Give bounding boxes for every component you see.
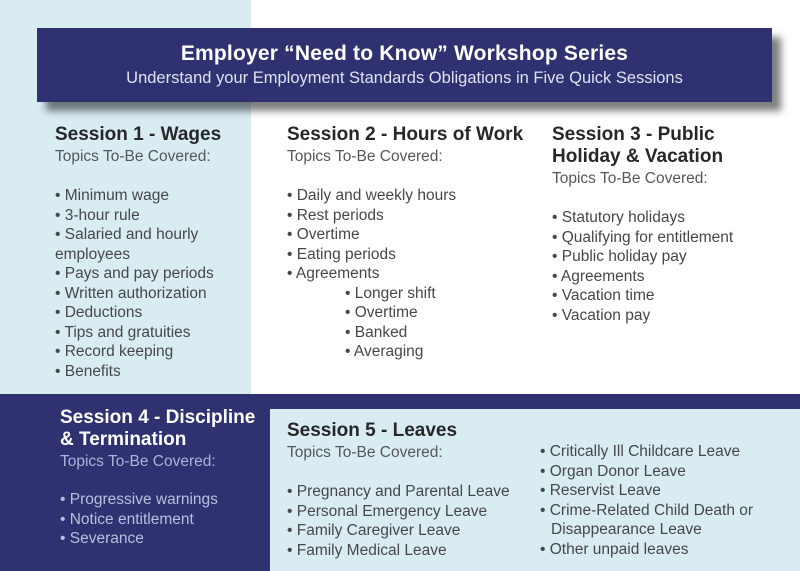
session-4-title: Session 4 - Discipline & Termination xyxy=(60,407,256,450)
session-4-topics-label: Topics To-Be Covered: xyxy=(60,453,216,470)
session-5-topics-label: Topics To-Be Covered: xyxy=(287,444,443,461)
sub-bullet-item: • Banked xyxy=(345,323,542,343)
session-2-title: Session 2 - Hours of Work xyxy=(287,124,524,145)
bullet-item: • Critically Ill Childcare Leave xyxy=(540,442,792,462)
session-1-title: Session 1 - Wages xyxy=(55,124,222,145)
bullet-item: • Deductions xyxy=(55,303,255,323)
session-4-bullet-list xyxy=(60,490,268,549)
session-2-topics-label: Topics To-Be Covered: xyxy=(287,148,443,165)
bullet-item: • Notice entitlement xyxy=(60,510,268,530)
bullet-item: • Eating periods xyxy=(287,245,542,265)
bullet-item: • Qualifying for entitlement xyxy=(552,228,797,248)
bullet-item: • Progressive warnings xyxy=(60,490,268,510)
session-1-topics-label: Topics To-Be Covered: xyxy=(55,148,211,165)
bullet-item: • Agreements xyxy=(552,267,797,287)
bullet-item: • Agreements xyxy=(287,264,542,284)
session-3-panel xyxy=(552,124,797,325)
bullet-item: • Pregnancy and Parental Leave xyxy=(287,482,540,502)
session-5-columns xyxy=(287,442,792,560)
bullet-item: • Crime-Related Child Death or Disappearance Leave xyxy=(540,501,792,540)
bullet-item: • Organ Donor Leave xyxy=(540,462,792,482)
banner-subtitle: Understand your Employment Standards Obligations in Five Quick Sessions xyxy=(126,69,683,87)
bullet-item: • Minimum wage xyxy=(55,186,255,206)
bullet-item: • 3-hour rule xyxy=(55,206,255,226)
bullet-item: • Salaried and hourly employees xyxy=(55,225,255,264)
session-5-panel xyxy=(270,409,800,571)
session-3-topics-label: Topics To-Be Covered: xyxy=(552,170,708,187)
header-banner xyxy=(37,28,772,102)
bullet-item: • Pays and pay periods xyxy=(55,264,255,284)
bullet-item: • Record keeping xyxy=(55,342,255,362)
bullet-item: • Statutory holidays xyxy=(552,208,797,228)
bullet-item: • Other unpaid leaves xyxy=(540,540,792,560)
bullet-item: • Tips and gratuities xyxy=(55,323,255,343)
session-5-right-column xyxy=(540,442,792,559)
bullet-item: • Vacation pay xyxy=(552,306,797,326)
banner-title: Employer “Need to Know” Workshop Series xyxy=(180,42,629,65)
bullet-item: • Family Medical Leave xyxy=(287,541,540,561)
bullet-item: • Daily and weekly hours xyxy=(287,186,542,206)
session-5-title: Session 5 - Leaves xyxy=(287,420,458,441)
bullet-item: • Reservist Leave xyxy=(540,481,792,501)
session-5-right-bullet-list xyxy=(540,442,792,559)
bullet-item: • Public holiday pay xyxy=(552,247,797,267)
bullet-item: • Written authorization xyxy=(55,284,255,304)
sub-bullet-item: • Overtime xyxy=(345,303,542,323)
session-5-left-column xyxy=(287,442,540,560)
sub-bullet-item: • Longer shift xyxy=(345,284,542,304)
session-1-bullet-list xyxy=(55,186,255,381)
session-5-left-bullet-list xyxy=(287,482,540,560)
session-4-panel xyxy=(60,407,268,549)
session-2-panel xyxy=(287,124,542,362)
session-3-title: Session 3 - Public Holiday & Vacation xyxy=(552,124,724,167)
sub-bullet-item: • Averaging xyxy=(345,342,542,362)
bullet-item: • Overtime xyxy=(287,225,542,245)
bullet-item: • Rest periods xyxy=(287,206,542,226)
bullet-item: • Personal Emergency Leave xyxy=(287,502,540,522)
session-1-panel xyxy=(55,124,255,381)
bullet-item: • Benefits xyxy=(55,362,255,382)
bullet-item: • Severance xyxy=(60,529,268,549)
session-2-bullet-list xyxy=(287,186,542,362)
bullet-item: • Family Caregiver Leave xyxy=(287,521,540,541)
session-3-bullet-list xyxy=(552,208,797,325)
bullet-item: • Vacation time xyxy=(552,286,797,306)
